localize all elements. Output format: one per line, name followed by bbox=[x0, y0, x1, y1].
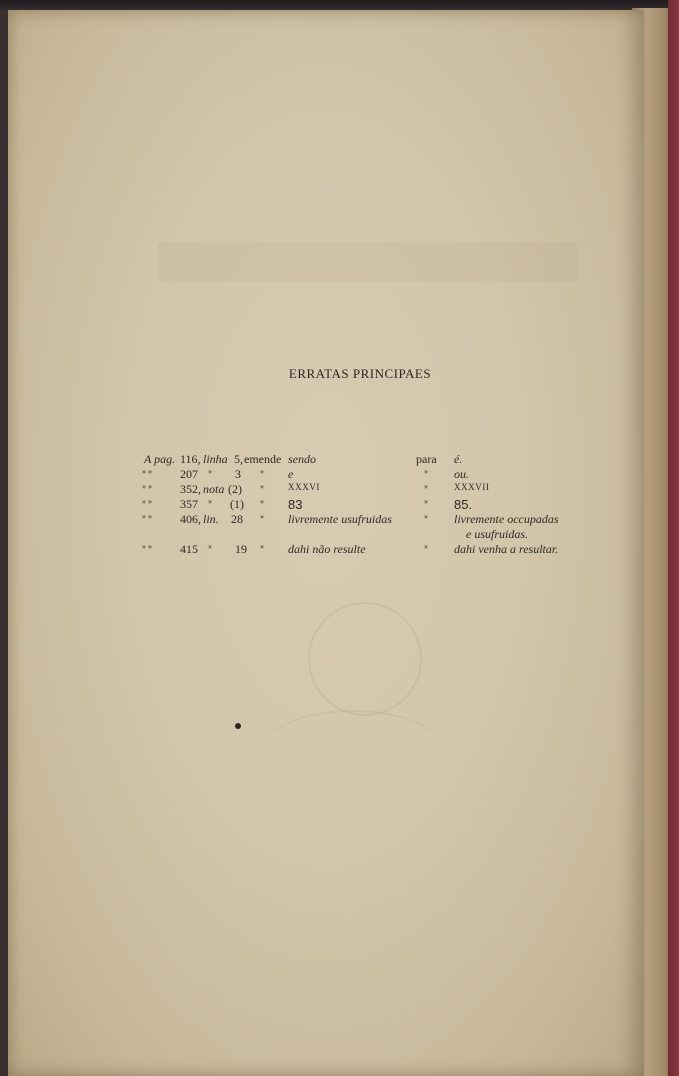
wrong-text: 83 bbox=[288, 497, 303, 512]
ditto-mark: » » bbox=[142, 542, 152, 551]
ditto-mark: » bbox=[260, 512, 264, 521]
a-pag-label: A pag. bbox=[144, 452, 176, 466]
para-label: para bbox=[416, 452, 437, 466]
line-word: nota bbox=[203, 482, 225, 496]
page-number: 352, bbox=[180, 482, 201, 496]
ditto-mark: » bbox=[260, 467, 264, 476]
right-text: ou. bbox=[454, 467, 469, 481]
ditto-mark: » » bbox=[142, 467, 152, 476]
right-text: 85. bbox=[454, 497, 473, 512]
right-text: XXXVII bbox=[454, 482, 490, 492]
bleed-through-title bbox=[158, 242, 578, 282]
page-number: 406, bbox=[180, 512, 201, 526]
line-number: 28 bbox=[231, 512, 243, 526]
ditto-mark: » » bbox=[142, 512, 152, 521]
right-text: é. bbox=[454, 452, 463, 466]
errata-heading: ERRATAS PRINCIPAES bbox=[288, 366, 432, 381]
page-number: 357 bbox=[180, 497, 198, 511]
ditto-mark: » bbox=[424, 467, 428, 476]
ditto-mark: » bbox=[424, 542, 428, 551]
wrong-text: dahi não resulte bbox=[288, 542, 366, 556]
right-text: livremente occupadas bbox=[454, 512, 559, 526]
line-number: 19 bbox=[235, 542, 247, 556]
line-word: » bbox=[208, 467, 212, 476]
line-number: 5, bbox=[234, 452, 243, 466]
ditto-mark: » » bbox=[142, 497, 152, 506]
ditto-mark: » bbox=[260, 482, 264, 491]
page-number: 207 bbox=[180, 467, 198, 481]
ditto-mark: » bbox=[424, 512, 428, 521]
wrong-text: XXXVI bbox=[288, 482, 320, 492]
bleed-through-arc bbox=[258, 710, 448, 802]
ditto-mark: » bbox=[424, 497, 428, 506]
page-number: 415 bbox=[180, 542, 198, 556]
line-word: linha bbox=[203, 452, 228, 466]
bleed-through-seal bbox=[308, 602, 422, 716]
ink-spot bbox=[235, 723, 241, 729]
right-text: dahi venha a resultar. bbox=[454, 542, 559, 556]
line-word: » bbox=[208, 542, 212, 551]
line-word: » bbox=[208, 497, 212, 506]
ditto-mark: » bbox=[424, 482, 428, 491]
page-number: 116, bbox=[180, 452, 201, 466]
line-word: lin. bbox=[203, 512, 219, 526]
wrong-text: livremente usufruidas bbox=[288, 512, 392, 526]
ditto-mark: » bbox=[260, 497, 264, 506]
right-text-continued: e usufruidas. bbox=[466, 527, 529, 541]
wrong-text: e bbox=[288, 467, 294, 481]
line-number: (2) bbox=[228, 482, 242, 496]
line-number: 3 bbox=[235, 467, 241, 481]
emende-label: emende bbox=[244, 452, 282, 466]
ditto-mark: » bbox=[260, 542, 264, 551]
ditto-mark: » » bbox=[142, 482, 152, 491]
wrong-text: sendo bbox=[288, 452, 316, 466]
book-spine-edge bbox=[668, 0, 679, 1076]
line-number: (1) bbox=[230, 497, 244, 511]
